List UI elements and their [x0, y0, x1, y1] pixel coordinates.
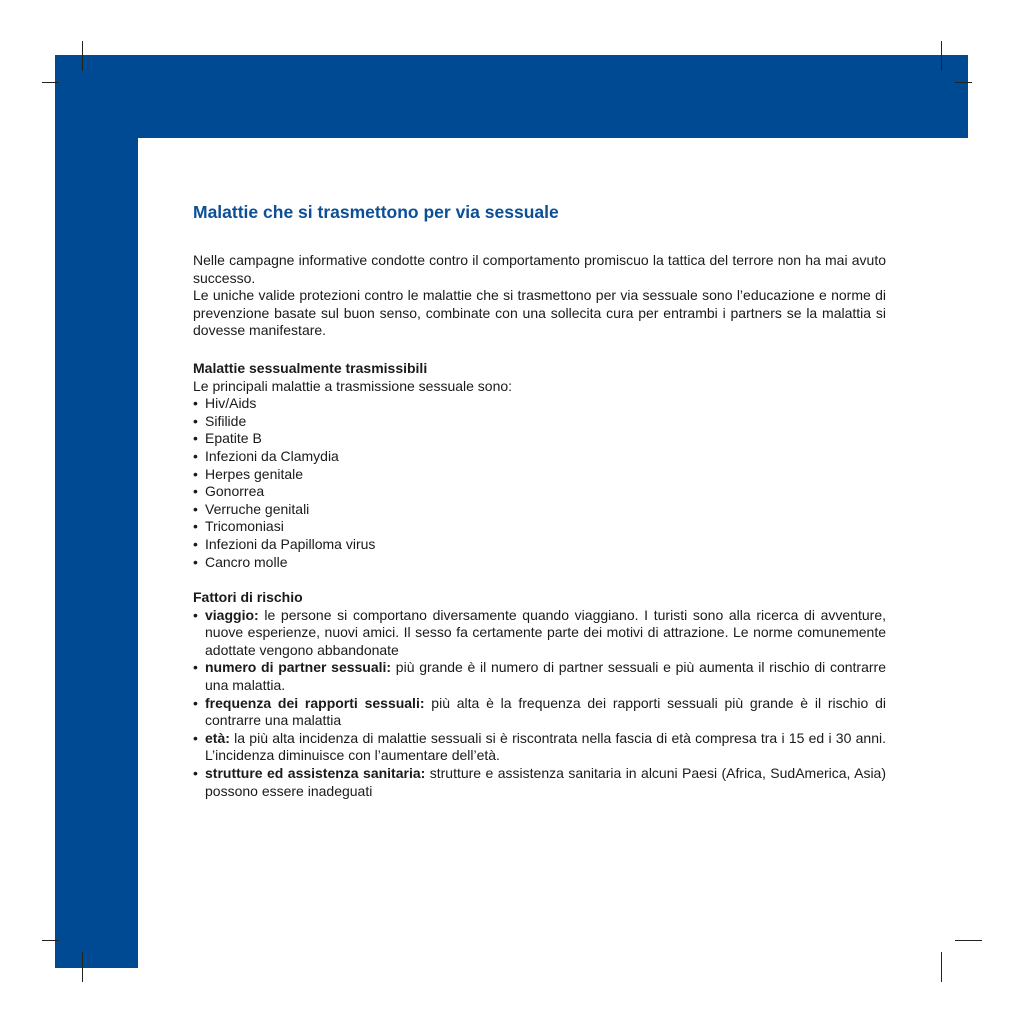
list-item: [193, 695, 886, 730]
crop-mark: [42, 82, 59, 83]
list-item: • Infezioni da Papilloma virus: [193, 536, 886, 554]
section-heading-risk: Fattori di rischio: [193, 589, 303, 606]
risk-text: più alta è la frequenza dei rapporti sessuali più grande è il rischio di contrarre una malattia: [205, 694, 886, 729]
risk-text: la più alta incidenza di malattie sessuali si è riscontrata nella fascia di età compresa tra i 15 ed i 30 anni. L’incidenza diminuisce con l’aumentare dell’età.: [205, 729, 886, 764]
crop-mark: [955, 82, 972, 83]
intro-paragraph: Le uniche valide protezioni contro le malattie che si trasmettono per via sessuale sono l’educazione e norme di prevenzione basate sul buon senso, combinate con una sollecita cura per entrambi i partners se la malattia si dovesse manifestare.: [193, 287, 886, 339]
list-item: [193, 659, 886, 694]
list-item: • Gonorrea: [193, 483, 886, 501]
list-item: • Herpes genitale: [193, 466, 886, 484]
section-heading-std: Malattie sessualmente trasmissibili: [193, 359, 428, 376]
list-item: • Hiv/Aids: [193, 395, 886, 413]
risk-text: strutture e assistenza sanitaria in alcuni Paesi (Africa, SudAmerica, Asia) possono essere inadeguati: [205, 765, 886, 799]
page-title: Malattie che si trasmettono per via sessuale: [193, 202, 559, 222]
header-band: [55, 55, 968, 138]
intro-paragraph: Nelle campagne informative condotte contro il comportamento promiscuo la tattica del terrore non ha mai avuto successo.: [193, 252, 886, 286]
list-item: • Verruche genitali: [193, 501, 886, 519]
list-item: • Cancro molle: [193, 554, 886, 572]
list-item: [193, 607, 886, 660]
page-content: [193, 200, 886, 800]
crop-mark: [82, 952, 83, 982]
crop-mark: [82, 41, 83, 71]
list-item: [193, 730, 886, 765]
crop-mark: [955, 940, 982, 941]
risk-term: frequenza dei rapporti sessuali:: [205, 694, 425, 711]
list-item: • Sifilide: [193, 413, 886, 431]
list-item: [193, 765, 886, 800]
std-list: [193, 395, 886, 571]
risk-text: più grande è il numero di partner sessuali e più aumenta il rischio di contrarre una malattia.: [205, 659, 886, 694]
risk-text: le persone si comportano diversamente quando viaggiano. I turisti sono alla ricerca di avventure, nuove esperienze, nuovi amici. Il sesso fa certamente parte dei motivi di attrazione. Le norme comunemente adottate vengono abbandonate: [205, 606, 886, 658]
side-band: [55, 55, 138, 968]
risk-term: strutture ed assistenza sanitaria:: [205, 765, 426, 782]
list-item: • Tricomoniasi: [193, 518, 886, 536]
risk-list: [193, 607, 886, 801]
crop-mark: [42, 940, 59, 941]
section-lead: Le principali malattie a trasmissione sessuale sono:: [193, 377, 513, 394]
risk-term: viaggio:: [205, 606, 259, 623]
risk-term: numero di partner sessuali:: [205, 659, 392, 676]
list-item: • Infezioni da Clamydia: [193, 448, 886, 466]
crop-mark: [941, 41, 942, 71]
intro: [193, 252, 886, 340]
list-item: • Epatite B: [193, 430, 886, 448]
crop-mark: [941, 952, 942, 982]
risk-term: età:: [205, 729, 230, 746]
